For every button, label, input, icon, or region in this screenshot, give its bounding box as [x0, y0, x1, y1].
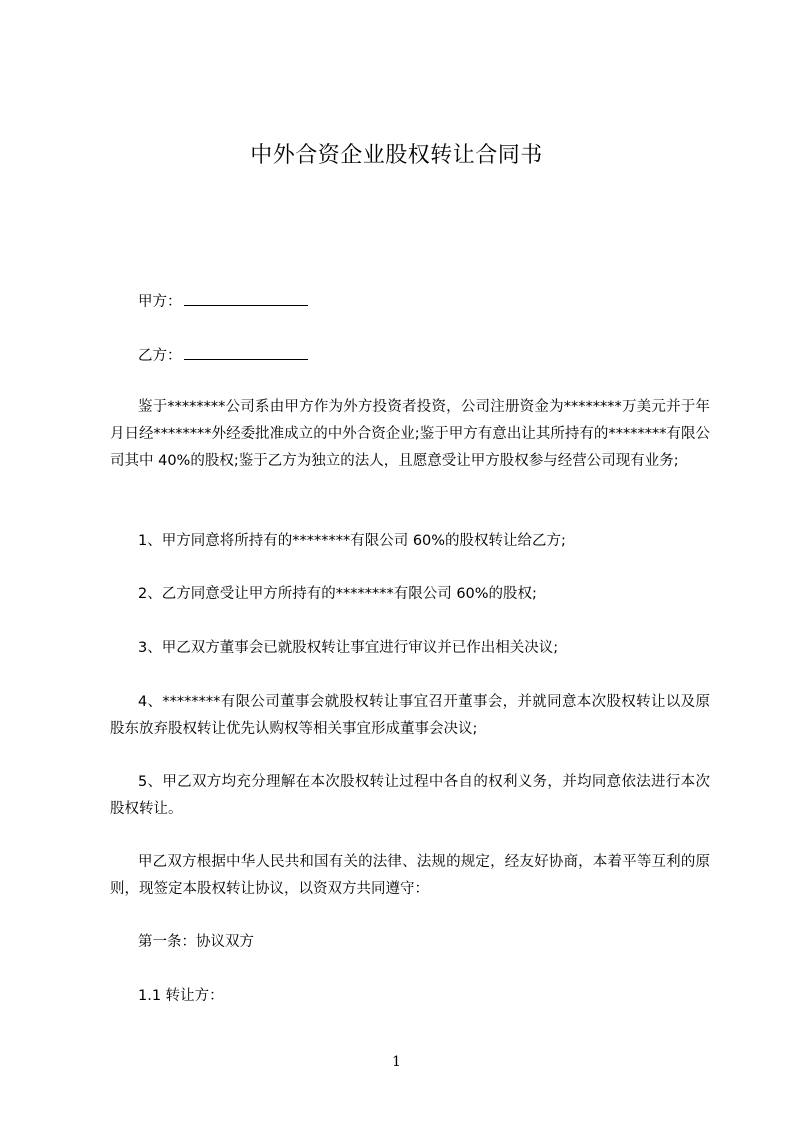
clause-1-1: 1.1 转让方： — [138, 988, 224, 1004]
article-one-heading: 第一条：协议双方 — [138, 934, 254, 950]
item-paragraph-1: 1、甲方同意将所持有的********有限公司 60%的股权转让给乙方; — [138, 533, 566, 549]
closing-paragraph: 甲乙双方根据中华人民共和国有关的法律、法规的规定，经友好协商，本着平等互利的原则，现签定本股权转让协议，以资双方共同遵守： — [110, 854, 710, 897]
party-a-blank — [184, 287, 308, 306]
document-title: 中外合资企业股权转让合同书 — [250, 143, 543, 168]
party-b-line — [138, 341, 308, 370]
item-paragraph-2: 2、乙方同意受让甲方所持有的********有限公司 60%的股权; — [138, 586, 537, 602]
party-b-blank — [184, 341, 308, 360]
item-paragraph-4: 4、********有限公司董事会就股权转让事宜召开董事会，并就同意本次股权转让以及原股东放弃股权转让优先认购权等相关事宜形成董事会决议; — [110, 694, 710, 737]
party-a-label: 甲方： — [138, 294, 182, 310]
page-number: 1 — [392, 1054, 401, 1070]
party-b-label: 乙方： — [138, 348, 182, 364]
preamble-paragraph: 鉴于********公司系由甲方作为外方投资者投资，公司注册资金为********万美元并于年月日经********外经委批准成立的中外合资企业;鉴于甲方有意出让其所持有的********有限公司其中 40%的股权;鉴于乙方为独立的法人，且愿意受让甲方股权参与经营公司现有业务; — [110, 399, 710, 469]
party-a-line — [138, 287, 308, 316]
item-paragraph-3: 3、甲乙双方董事会已就股权转让事宜进行审议并已作出相关决议; — [138, 640, 559, 656]
item-paragraph-5: 5、甲乙双方均充分理解在本次股权转让过程中各自的权利义务，并均同意依法进行本次股权转让。 — [110, 774, 710, 817]
